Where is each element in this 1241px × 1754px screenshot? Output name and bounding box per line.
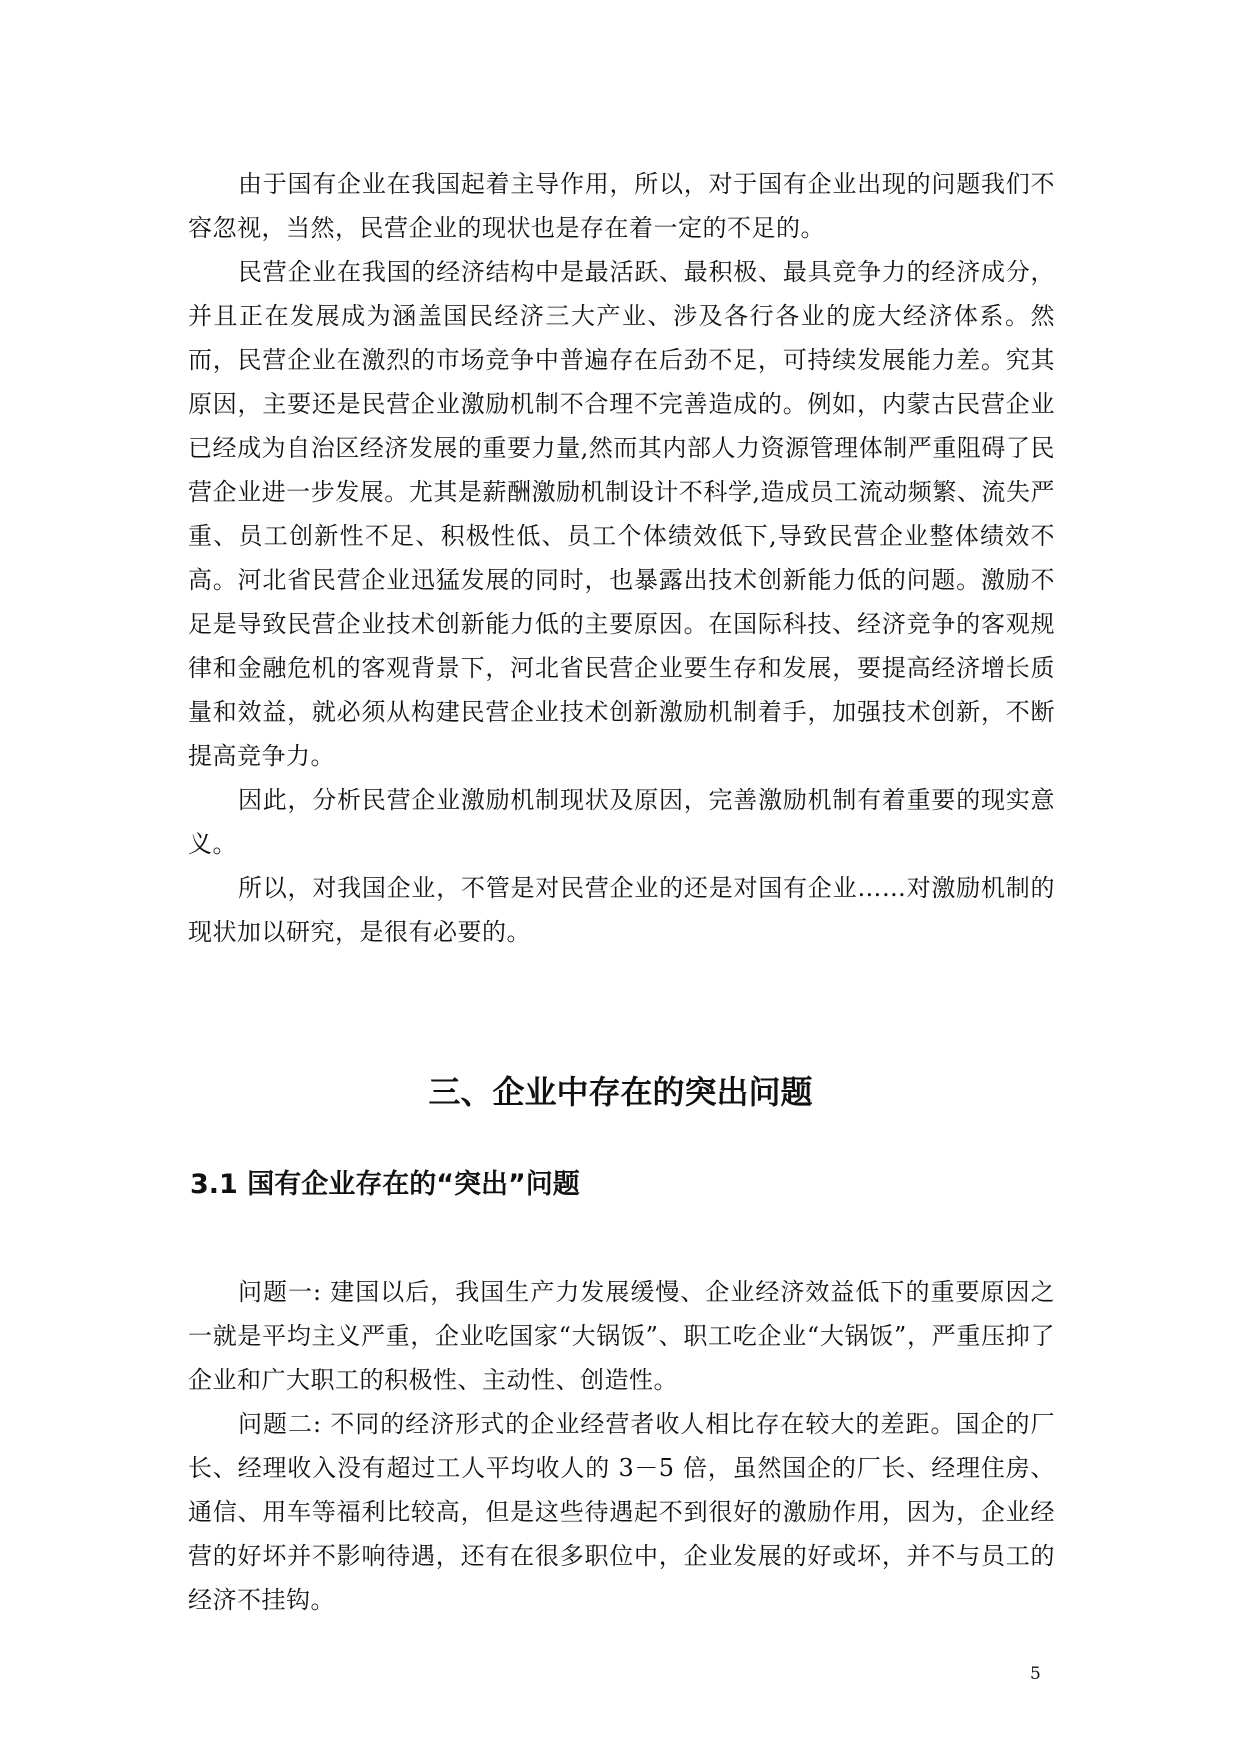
paragraph-therefore: 因此，分析民营企业激励机制现状及原因，完善激励机制有着重要的现实意义。 [188,786,1055,858]
subsection-title: 3.1 国有企业存在的“突出”问题 [190,1169,580,1200]
section-title: 三、企业中存在的突出问题 [428,1073,813,1111]
paragraph-problem-two: 问题二: 不同的经济形式的企业经营者收人相比存在较大的差距。国企的厂长、经理收入没有超过工人平均收人的 3－5 倍，虽然国企的厂长、经理住房、通信、用车等福利比较高，但是这些待遇起不到很好的激励作用，因为，企业经营的好坏并不影响待遇，还有在很多职位中，企业发展的好或坏，并不与员工的经济不挂钩。 [188,1410,1055,1614]
paragraph-conclusion: 所以，对我国企业，不管是对民营企业的还是对国有企业……对激励机制的现状加以研究，是很有必要的。 [188,874,1055,946]
paragraph-state-owned-intro: 由于国有企业在我国起着主导作用，所以，对于国有企业出现的问题我们不容忽视，当然，民营企业的现状也是存在着一定的不足的。 [188,170,1055,242]
page-number: 5 [1030,1664,1041,1684]
paragraph-problem-one: 问题一: 建国以后，我国生产力发展缓慢、企业经济效益低下的重要原因之一就是平均主义严重，企业吃国家“大锅饭”、职工吃企业“大锅饭”，严重压抑了企业和广大职工的积极性、主动性、创造性。 [188,1278,1055,1394]
paragraph-private-enterprise: 民营企业在我国的经济结构中是最活跃、最积极、最具竞争力的经济成分，并且正在发展成为涵盖国民经济三大产业、涉及各行各业的庞大经济体系。然而，民营企业在激烈的市场竞争中普遍存在后劲不足，可持续发展能力差。究其原因，主要还是民营企业激励机制不合理不完善造成的。例如，内蒙古民营企业已经成为自治区经济发展的重要力量,然而其内部人力资源管理体制严重阻碍了民营企业进一步发展。尤其是薪酬激励机制设计不科学,造成员工流动频繁、流失严重、员工创新性不足、积极性低、员工个体绩效低下,导致民营企业整体绩效不高。河北省民营企业迅猛发展的同时，也暴露出技术创新能力低的问题。激励不足是导致民营企业技术创新能力低的主要原因。在国际科技、经济竞争的客观规律和金融危机的客观背景下，河北省民营企业要生存和发展，要提高经济增长质量和效益，就必须从构建民营企业技术创新激励机制着手，加强技术创新，不断提高竞争力。 [188,258,1055,770]
